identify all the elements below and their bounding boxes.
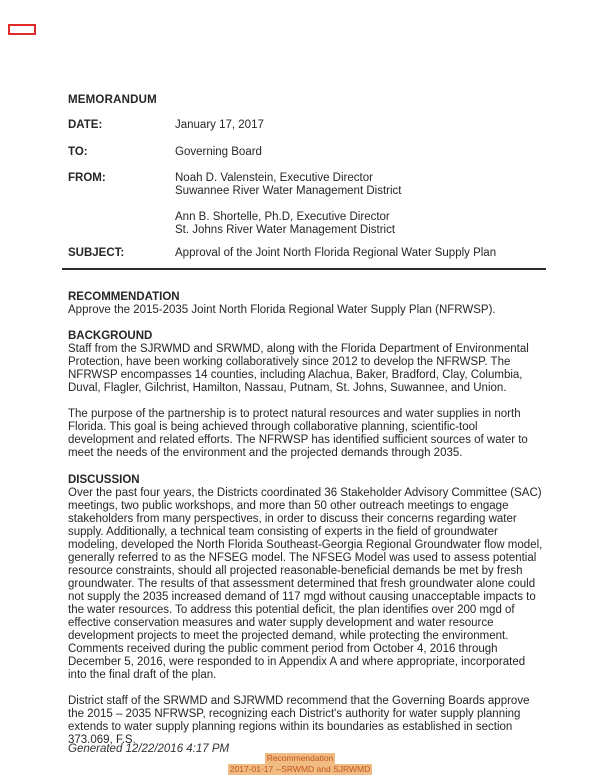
field-to-value-line: Governing Board [175, 146, 262, 158]
red-marker-box [8, 24, 36, 35]
field-from-label: FROM: [68, 172, 106, 184]
memo-body [68, 291, 544, 747]
field-date-value [175, 119, 264, 132]
field-subject-label: SUBJECT: [68, 247, 125, 259]
stamp-line-1-text: Recommendation [266, 753, 334, 763]
stamp-line-1 [0, 753, 600, 764]
discussion-paragraph-2: District staff of the SRWMD and SJRWMD recommend that the Governing Boards approve the 2015 – 2035 NFRWSP, recognizing each District's authority for water supply planning extends to water supply planning regions within its boundaries as established in section 373.069, F.S. [68, 695, 530, 746]
stamp-line-2-text: 2017-01-17 --SRWMD and SJRWMD [229, 764, 371, 774]
field-to-value [175, 146, 262, 159]
discussion-heading: DISCUSSION [68, 474, 140, 486]
background-heading: BACKGROUND [68, 330, 153, 342]
section-recommendation [68, 291, 544, 317]
generated-timestamp: Generated 12/22/2016 4:17 PM [68, 743, 230, 755]
field-date [68, 119, 546, 132]
field-to-label: TO: [68, 146, 88, 158]
from-district-2: St. Johns River Water Management District [175, 224, 396, 236]
field-from-value [175, 172, 401, 237]
field-subject-value-line: Approval of the Joint North Florida Regional Water Supply Plan [175, 247, 497, 259]
field-date-value-line: January 17, 2017 [175, 119, 264, 131]
header-divider [62, 268, 546, 270]
from-name-1: Noah D. Valenstein, Executive Director [175, 172, 373, 184]
field-subject [68, 247, 546, 260]
recommendation-heading: RECOMMENDATION [68, 291, 180, 303]
field-from [68, 172, 546, 237]
stamp-line-2 [0, 764, 600, 775]
memo-title: MEMORANDUM [68, 94, 157, 106]
field-date-label: DATE: [68, 119, 103, 131]
background-paragraph-2: The purpose of the partnership is to protect natural resources and water supplies in north Florida. This goal is being achieved through collaborative planning, scientific-tool development and related efforts. The NFRWSP has identified sufficient sources of water to meet the needs of the environment and the projected demands through 2035. [68, 408, 528, 459]
from-district-1: Suwannee River Water Management District [175, 185, 402, 197]
field-subject-value [175, 247, 496, 260]
from-name-2: Ann B. Shortelle, Ph.D, Executive Director [175, 211, 390, 223]
section-background [68, 330, 544, 460]
approval-stamp [0, 753, 600, 775]
section-discussion [68, 474, 544, 747]
recommendation-paragraph-1: Approve the 2015-2035 Joint North Florida Regional Water Supply Plan (NFRWSP). [68, 304, 496, 316]
from-spacer [175, 198, 401, 211]
background-paragraph-1: Staff from the SJRWMD and SRWMD, along with the Florida Department of Environmental Protection, have been working collaboratively since 2012 to develop the NFRWSP. The NFRWSP encompasses 14 counties, including Alachua, Baker, Bradford, Clay, Columbia, Duval, Flagler, Gilchrist, Hamilton, Nassau, Putnam, St. Johns, Suwannee, and Union. [68, 343, 529, 394]
discussion-paragraph-1: Over the past four years, the Districts coordinated 36 Stakeholder Advisory Committee (SAC) meetings, two public workshops, and more than 50 other outreach meetings to engage stakeholders from many perspectives, in order to discuss their concerns regarding water supply. Additionally, a technical team consisting of experts in the field of groundwater modeling, developed the North Florida Southeast-Georgia Regional Groundwater flow model, generally referred to as the NFSEG model. The NFSEG Model was used to assess potential resource constraints, should all projected reasonable-beneficial demands be met by fresh groundwater. The results of that assessment determined that fresh groundwater alone could not supply the 2035 increased demand of 117 mgd without causing unacceptable impacts to the water resources. To address this potential deficit, the plan identifies over 200 mgd of effective conservation measures and water supply development and water resource development projects to meet the projected demand, while protecting the environment. Comments received during the public comment period from October 4, 2016 through December 5, 2016, were responded to in Appendix A and where appropriate, incorporated into the final draft of the plan. [68, 487, 543, 681]
field-to [68, 146, 546, 159]
